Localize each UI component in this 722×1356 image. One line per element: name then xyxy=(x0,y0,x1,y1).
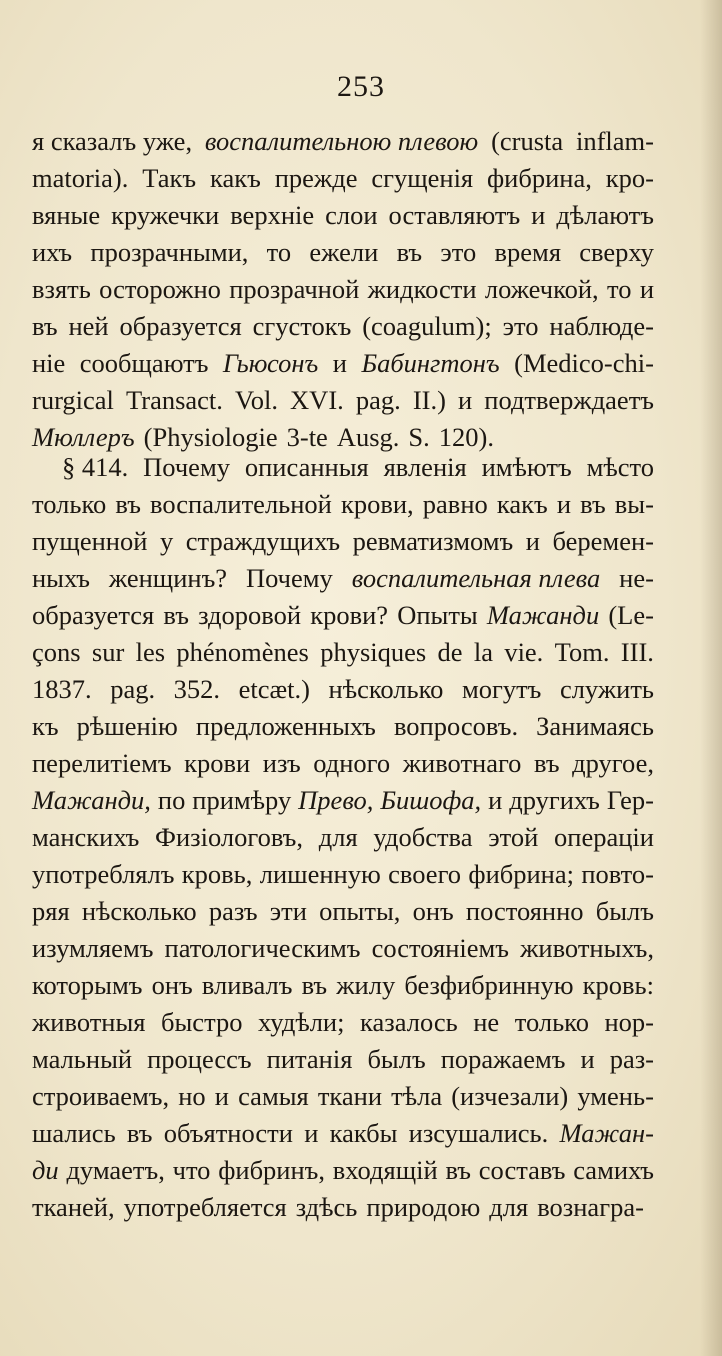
text-line xyxy=(32,745,654,782)
word: ніе xyxy=(32,348,66,378)
word: ревматизмомъ xyxy=(352,526,514,556)
word: здоровой xyxy=(198,600,302,630)
word: воспалительной xyxy=(150,489,332,519)
word: верхніе xyxy=(230,200,315,230)
word: имѣютъ xyxy=(481,452,572,482)
word: въ xyxy=(301,970,328,1000)
word: животнаго xyxy=(402,748,522,778)
word: явленія xyxy=(383,452,467,482)
word: и xyxy=(458,385,473,415)
text-line xyxy=(32,560,654,597)
word: и xyxy=(580,1044,595,1074)
word: çons xyxy=(32,637,81,667)
word: умень- xyxy=(577,1081,654,1111)
word: ежели xyxy=(309,237,379,267)
word: Гьюсонъ xyxy=(222,348,319,378)
word: пущенной xyxy=(32,526,148,556)
word: matoria). xyxy=(32,163,129,193)
word: равно xyxy=(422,489,488,519)
paragraph-1 xyxy=(32,123,654,456)
word: только xyxy=(32,489,107,519)
word: жидкости xyxy=(367,274,477,304)
word: фибрина, xyxy=(487,163,592,193)
word: и xyxy=(214,1081,229,1111)
word: объятности xyxy=(163,1118,293,1148)
word: безфибринную xyxy=(404,970,574,1000)
word: вознагра- xyxy=(537,1192,644,1222)
word: Физіологовъ, xyxy=(155,822,304,852)
word: для xyxy=(318,822,358,852)
word: etcæt.) xyxy=(238,674,310,704)
word: Прево, xyxy=(298,785,374,815)
word: ложечкой, xyxy=(484,274,599,304)
word: одного xyxy=(313,748,391,778)
word: операціи xyxy=(554,822,654,852)
text-line xyxy=(32,271,654,308)
word: въ xyxy=(396,237,423,267)
word: Почему xyxy=(143,452,230,482)
word: разъ xyxy=(208,896,258,926)
text-line xyxy=(32,123,654,160)
word: кровь, xyxy=(181,859,253,889)
page-edge-shadow xyxy=(700,0,722,1356)
word: взять xyxy=(32,274,91,304)
word: Бишофа, xyxy=(380,785,482,815)
word: для xyxy=(489,1192,529,1222)
word: прозрачной xyxy=(229,274,360,304)
word: какбы xyxy=(329,1118,398,1148)
text-line xyxy=(32,160,654,197)
word: въ xyxy=(445,1155,471,1185)
word: прозрачными, xyxy=(90,237,249,267)
word: употреблялъ xyxy=(32,859,175,889)
word: pag. xyxy=(355,385,401,415)
word: сгущенія xyxy=(371,163,474,193)
word: манскихъ xyxy=(32,822,140,852)
word: Мажан- xyxy=(559,1118,654,1148)
word: вяные xyxy=(32,200,101,230)
word: не xyxy=(473,1007,500,1037)
word: мѣсто xyxy=(586,452,654,482)
word: крови xyxy=(184,748,251,778)
word: воспалительная плева xyxy=(351,563,601,593)
word: самихъ xyxy=(573,1155,654,1185)
word: другое, xyxy=(572,748,654,778)
word: то xyxy=(266,237,292,267)
text-line xyxy=(32,1152,654,1189)
word: животныя xyxy=(32,1007,146,1037)
word: нѣсколько xyxy=(328,674,444,704)
text-line xyxy=(32,708,654,745)
text-line xyxy=(32,345,654,382)
word: раз- xyxy=(609,1044,654,1074)
word: въ xyxy=(534,748,560,778)
word: фибринъ, xyxy=(218,1155,325,1185)
word: ди xyxy=(32,1155,59,1185)
word: не- xyxy=(619,563,654,593)
word: удобства xyxy=(373,822,473,852)
word: у xyxy=(159,526,174,556)
word: Бабингтонъ xyxy=(361,348,500,378)
word: процессъ xyxy=(147,1044,252,1074)
text-line xyxy=(32,671,654,708)
word: но xyxy=(178,1081,206,1111)
text-line xyxy=(32,1078,654,1115)
word: беремен- xyxy=(552,526,654,556)
word: шались xyxy=(32,1118,116,1148)
word: фибрина; xyxy=(468,859,574,889)
word: только xyxy=(514,1007,589,1037)
text-line xyxy=(32,486,654,523)
word: тѣла xyxy=(391,1081,443,1111)
word: вы- xyxy=(614,489,654,519)
word: ней xyxy=(68,311,109,341)
word: 3-te xyxy=(286,422,328,452)
word: какъ xyxy=(496,489,548,519)
word: II.) xyxy=(412,385,446,415)
word: вопросовъ. xyxy=(393,711,519,741)
word: думаетъ, xyxy=(66,1155,165,1185)
word: кружечки xyxy=(111,200,220,230)
word: 1837. xyxy=(32,674,92,704)
text-line xyxy=(32,308,654,345)
word: могутъ xyxy=(461,674,542,704)
word: мальный xyxy=(32,1044,133,1074)
word: изумляемъ xyxy=(32,933,154,963)
word: ныхъ xyxy=(32,563,90,593)
word: повто- xyxy=(581,859,654,889)
word: природою xyxy=(366,1192,481,1222)
word: страждущихъ xyxy=(185,526,341,556)
word: (crusta xyxy=(491,126,564,156)
word: rurgical xyxy=(32,385,114,415)
word: vie. xyxy=(504,637,544,667)
word: и xyxy=(525,526,540,556)
word: 120). xyxy=(438,422,494,452)
word: употребляется xyxy=(123,1192,287,1222)
word: оставляютъ xyxy=(388,200,521,230)
word: этой xyxy=(488,822,539,852)
word: ряя xyxy=(32,896,70,926)
text-line xyxy=(32,197,654,234)
word: женщинъ? xyxy=(108,563,228,593)
word: нор- xyxy=(604,1007,654,1037)
text-line xyxy=(32,819,654,856)
word: la xyxy=(473,637,493,667)
word: Мажанди, xyxy=(32,785,151,815)
word: de xyxy=(437,637,463,667)
text-line xyxy=(32,234,654,271)
word: сверху xyxy=(579,237,654,267)
word: ткани xyxy=(317,1081,383,1111)
word: и xyxy=(531,200,546,230)
word: Ausg. xyxy=(336,422,400,452)
word: въ xyxy=(580,489,606,519)
word: служить xyxy=(559,674,654,704)
text-line xyxy=(32,930,654,967)
word: въ xyxy=(163,600,189,630)
word: и xyxy=(332,348,347,378)
word: phénomènes xyxy=(176,637,309,667)
word: я сказалъ уже, xyxy=(32,126,193,156)
word: жилу xyxy=(336,970,396,1000)
text-line xyxy=(32,967,654,1004)
text-line xyxy=(32,382,654,419)
word: Почему xyxy=(245,563,333,593)
word: XVI. xyxy=(290,385,344,415)
word: патологическимъ xyxy=(164,933,361,963)
word: 352. xyxy=(173,674,221,704)
paragraph-2 xyxy=(32,449,654,1226)
word: примѣру xyxy=(192,785,292,815)
word: ихъ xyxy=(32,237,73,267)
word: Transact. xyxy=(126,385,223,415)
word: худѣли; xyxy=(258,1007,345,1037)
text-line xyxy=(32,449,654,486)
word: по xyxy=(157,785,186,815)
word: и xyxy=(639,274,654,304)
word: въ xyxy=(115,489,141,519)
word: своего xyxy=(388,859,462,889)
word: тканей, xyxy=(32,1192,115,1222)
word: прежде xyxy=(274,163,358,193)
word: Мюллеръ xyxy=(32,422,135,452)
word: кро- xyxy=(605,163,654,193)
word: (Medico-chi- xyxy=(514,348,654,378)
word: то xyxy=(607,274,632,304)
text-line xyxy=(32,782,654,819)
word: здѣсь xyxy=(295,1192,358,1222)
text-line xyxy=(32,523,654,560)
word: онъ xyxy=(151,970,193,1000)
word: pag. xyxy=(110,674,156,704)
word: какъ xyxy=(210,163,261,193)
word: кровь: xyxy=(582,970,654,1000)
word: крови, xyxy=(340,489,414,519)
word: поражаемъ xyxy=(440,1044,566,1074)
text-line xyxy=(32,1041,654,1078)
word: и xyxy=(304,1118,319,1148)
word: онъ xyxy=(412,896,454,926)
word: эти xyxy=(269,896,307,926)
word: это xyxy=(440,237,477,267)
word: сообщаютъ xyxy=(79,348,209,378)
word: казалось xyxy=(360,1007,458,1037)
word: образуется xyxy=(32,600,155,630)
word: въ xyxy=(32,311,58,341)
word: (coagulum); xyxy=(362,311,492,341)
word: les xyxy=(135,637,166,667)
word: въ xyxy=(126,1118,153,1148)
word: описанныя xyxy=(244,452,369,482)
word: и xyxy=(488,785,503,815)
word: перелитіемъ xyxy=(32,748,172,778)
word: опыты, xyxy=(319,896,401,926)
text-line xyxy=(32,1115,654,1152)
word: physiques xyxy=(320,637,427,667)
word: предложенныхъ xyxy=(195,711,376,741)
text-line xyxy=(32,1004,654,1041)
word: которымъ xyxy=(32,970,143,1000)
word: наблюде- xyxy=(549,311,654,341)
text-line xyxy=(32,856,654,893)
word: sur xyxy=(91,637,125,667)
word: состояніемъ xyxy=(371,933,509,963)
word: осторожно xyxy=(99,274,221,304)
word: самыя xyxy=(238,1081,309,1111)
word: животныхъ, xyxy=(520,933,654,963)
word: inflam- xyxy=(575,126,654,156)
word: дѣлаютъ xyxy=(556,200,654,230)
word: Мажанди xyxy=(486,600,600,630)
word: питанія xyxy=(266,1044,353,1074)
word: нѣсколько xyxy=(81,896,197,926)
word: крови? xyxy=(310,600,389,630)
text-line xyxy=(32,597,654,634)
word: Tom. xyxy=(554,637,610,667)
page-number: 253 xyxy=(337,70,385,103)
word: Опыты xyxy=(397,600,478,630)
word: § 414. xyxy=(62,452,129,482)
word: сгустокъ xyxy=(252,311,352,341)
word: время xyxy=(494,237,562,267)
word: рѣшенію xyxy=(76,711,178,741)
word: Vol. xyxy=(235,385,278,415)
word: лишенную xyxy=(259,859,381,889)
word: Такъ xyxy=(142,163,197,193)
word: (Physiologie xyxy=(143,422,278,452)
word: (Le- xyxy=(608,600,654,630)
word: постоянно xyxy=(465,896,584,926)
word: другихъ xyxy=(509,785,600,815)
word: быстро xyxy=(161,1007,243,1037)
word: Занимаясь xyxy=(536,711,654,741)
word: воспалительною плевою xyxy=(204,126,479,156)
word: что xyxy=(172,1155,211,1185)
word: и xyxy=(556,489,571,519)
word: слои xyxy=(325,200,378,230)
word: изсушались. xyxy=(408,1118,549,1148)
word: входящій xyxy=(332,1155,438,1185)
word: образуется xyxy=(119,311,242,341)
text-line xyxy=(32,1189,654,1226)
word: подтверждаетъ xyxy=(484,385,654,415)
word: это xyxy=(502,311,539,341)
word: составъ xyxy=(478,1155,566,1185)
word: (изчезали) xyxy=(451,1081,569,1111)
word: строиваемъ, xyxy=(32,1081,170,1111)
word: S. xyxy=(408,422,430,452)
word: Гер- xyxy=(606,785,654,815)
word: изъ xyxy=(262,748,301,778)
word: былъ xyxy=(367,1044,426,1074)
word: вливалъ xyxy=(201,970,293,1000)
text-line xyxy=(32,893,654,930)
word: III. xyxy=(620,637,654,667)
word: къ xyxy=(32,711,59,741)
word: былъ xyxy=(595,896,654,926)
text-line xyxy=(32,634,654,671)
